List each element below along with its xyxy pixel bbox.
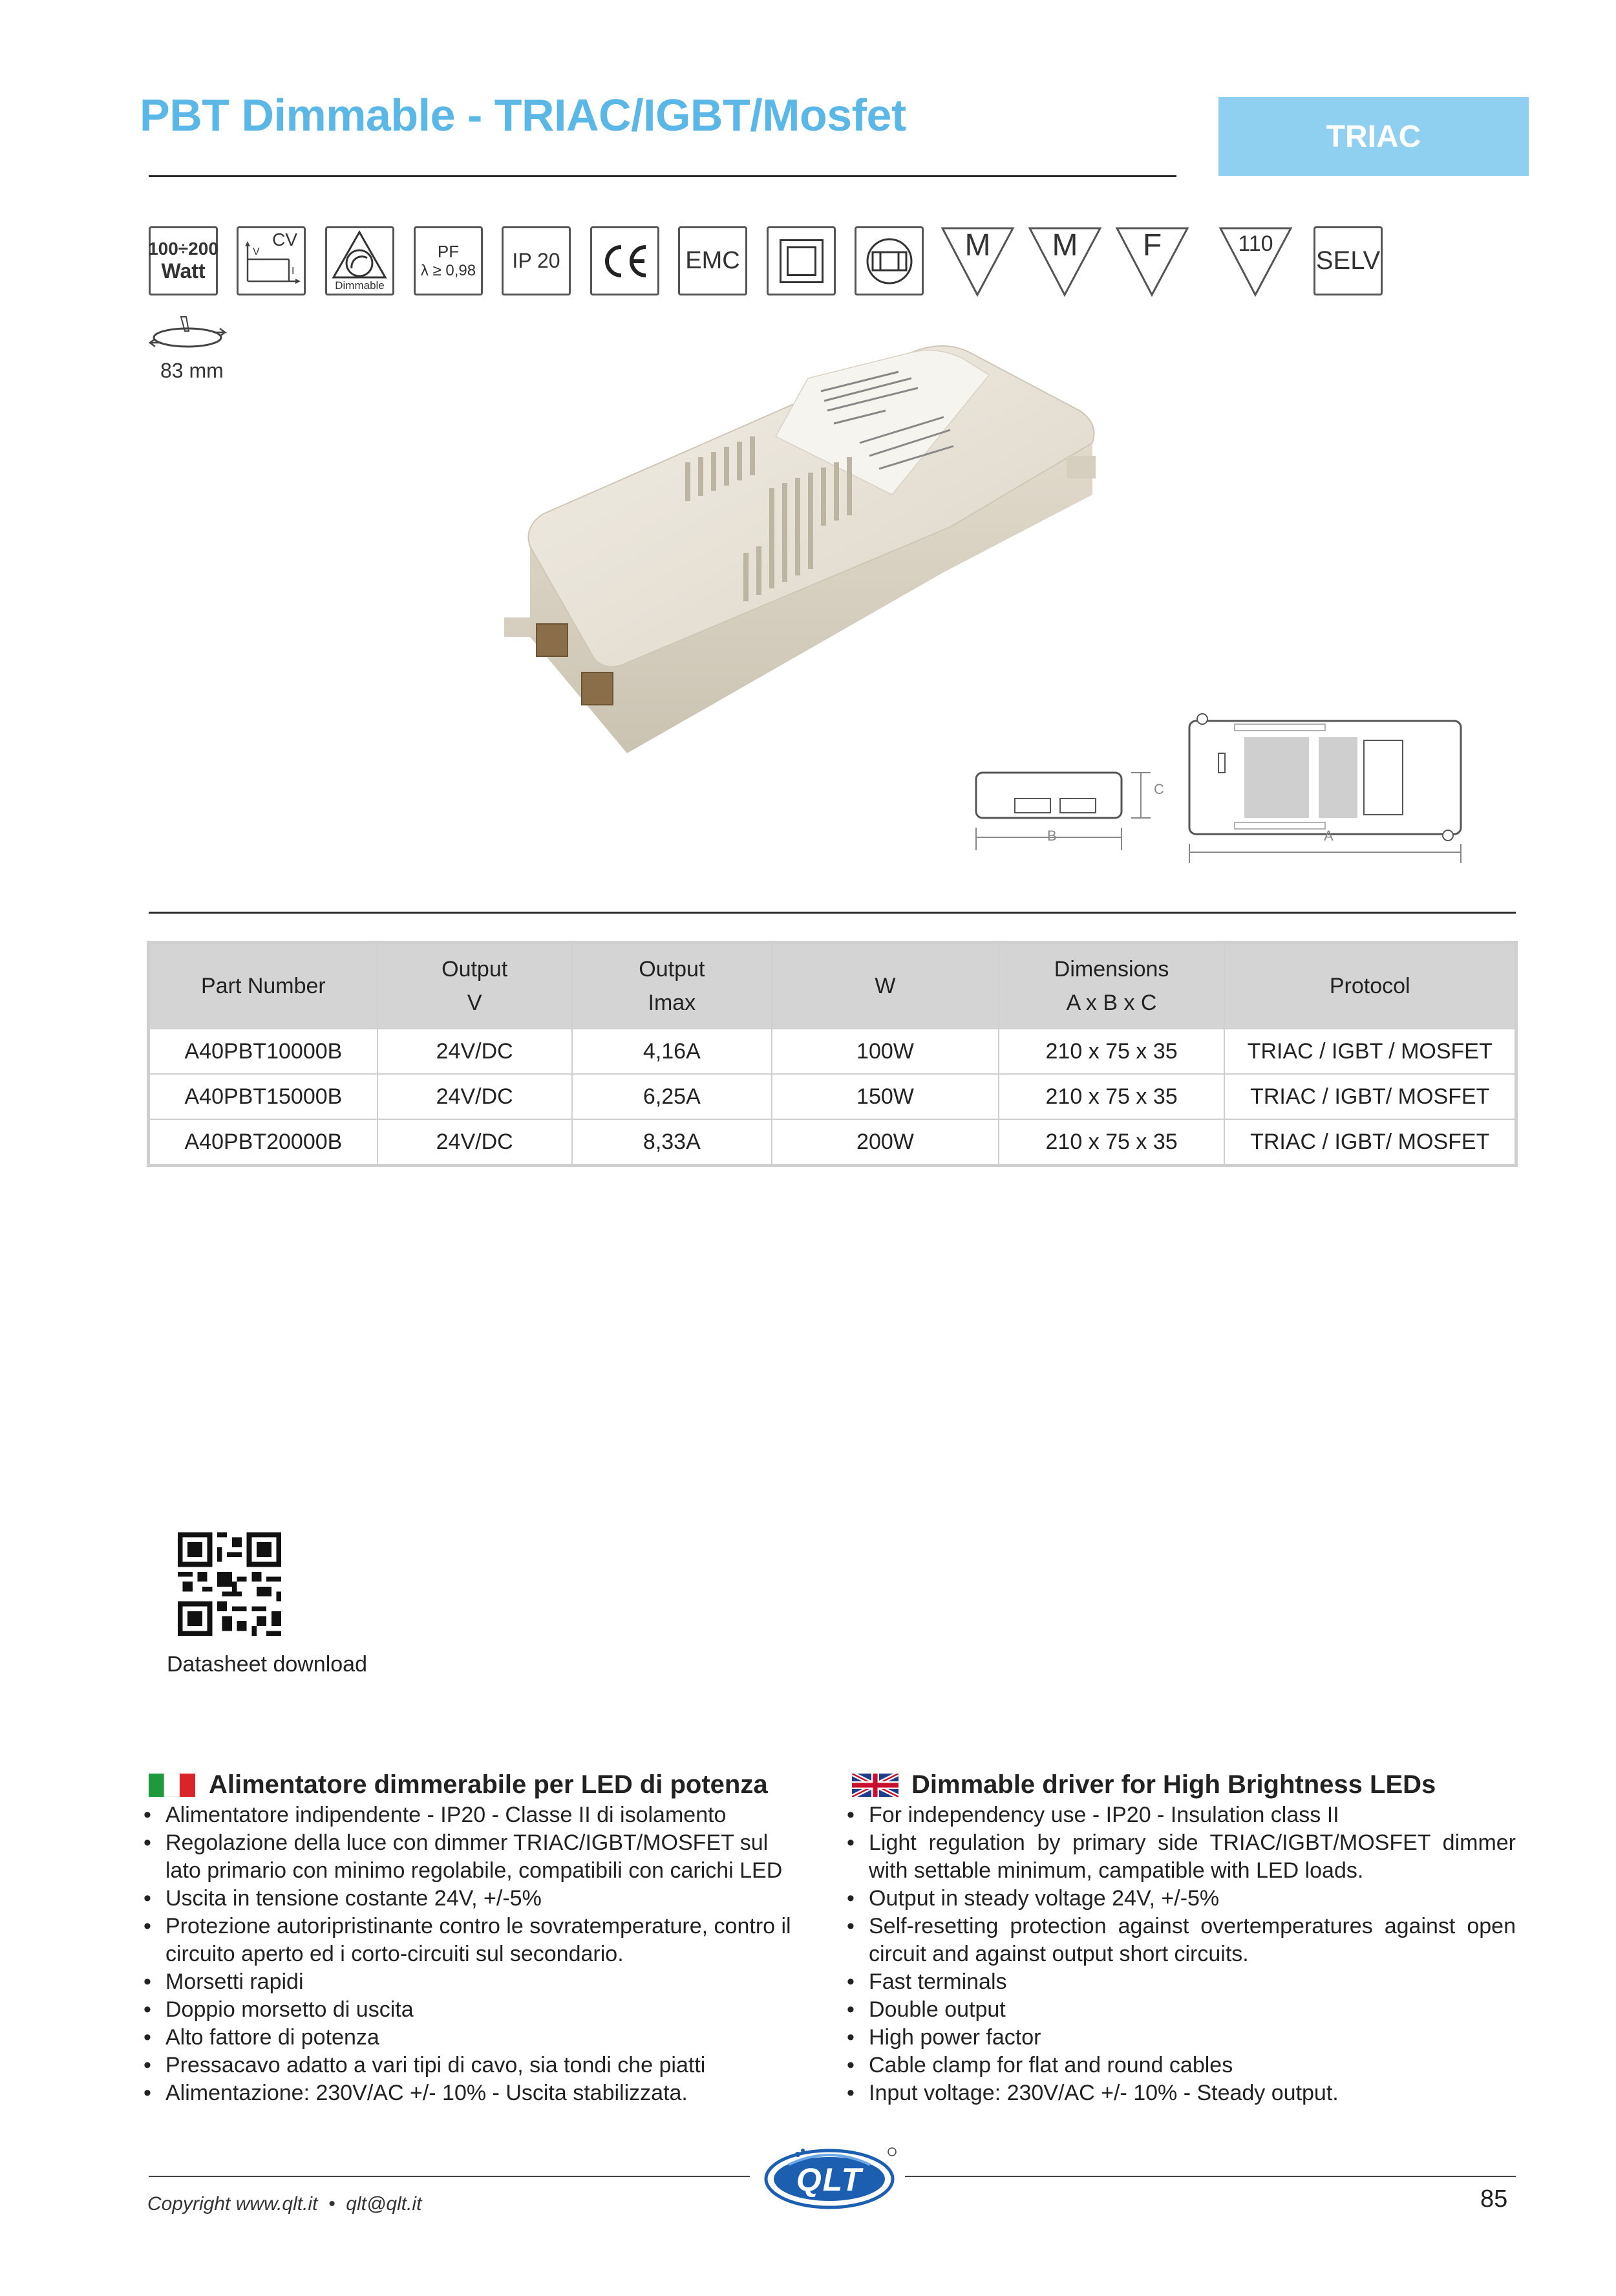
- page-title: PBT Dimmable - TRIAC/IGBT/Mosfet: [140, 90, 906, 140]
- cv-i-label: I: [292, 266, 295, 277]
- list-item: • Regolazione della luce con dimmer TRIAC/IGBT/MOSFET sul lato primario con minimo regolabile, compatibili con carichi LED: [144, 1829, 809, 1885]
- dimension-b-label: B: [1047, 828, 1057, 844]
- list-item: • For independency use - IP20 - Insulation class II: [847, 1801, 1516, 1829]
- part-number-cell: A40PBT15000B: [149, 1074, 377, 1119]
- dimensions-cell: 210 x 75 x 35: [999, 1119, 1225, 1164]
- voltage-cell: 24V/DC: [377, 1074, 572, 1119]
- ip-rating-icon: IP 20: [502, 226, 571, 295]
- f-mark-label: F: [1142, 228, 1162, 263]
- dimension-a-label: A: [1324, 828, 1334, 844]
- cv-v-label: V: [253, 246, 260, 257]
- table-row: [149, 1029, 1515, 1074]
- header-watt: W: [772, 943, 999, 1029]
- voltage-cell: 24V/DC: [377, 1029, 572, 1074]
- italian-flag-icon: [149, 1774, 195, 1797]
- emc-icon: EMC: [678, 226, 747, 295]
- wattage-icon: [149, 226, 218, 295]
- part-number-cell: A40PBT20000B: [149, 1119, 377, 1164]
- dimensions-cell: 210 x 75 x 35: [999, 1074, 1225, 1119]
- header-rule: [149, 175, 1176, 177]
- protocol-cell: TRIAC / IGBT/ MOSFET: [1224, 1119, 1515, 1164]
- table-row: [149, 1074, 1515, 1119]
- pf-value: λ ≥ 0,98: [420, 262, 476, 279]
- temperature-label: 110: [1238, 231, 1273, 256]
- voltage-cell: 24V/DC: [377, 1119, 572, 1164]
- dimensions-cell: 210 x 75 x 35: [999, 1029, 1225, 1074]
- list-item: • Output in steady voltage 24V, +/-5%: [847, 1885, 1516, 1913]
- double-square-icon: [767, 226, 836, 295]
- constant-voltage-icon: [237, 226, 306, 295]
- ce-mark-icon: [590, 226, 659, 295]
- current-cell: 6,25A: [572, 1074, 772, 1119]
- copyright-text: Copyright www.qlt.it • qlt@qlt.it: [147, 2193, 422, 2215]
- list-item: • Uscita in tensione costante 24V, +/-5%: [144, 1885, 809, 1913]
- watt-cell: 100W: [772, 1029, 999, 1074]
- m-mark-label-2: M: [1052, 228, 1078, 263]
- list-item: • Alimentatore indipendente - IP20 - Classe II di isolamento: [144, 1801, 809, 1829]
- list-item: • High power factor: [847, 2024, 1516, 2052]
- product-image: [498, 339, 1112, 766]
- footer-rule-right: [905, 2176, 1516, 2177]
- qlt-logo-text: QLT: [796, 2162, 863, 2198]
- table-header-row: [149, 943, 1515, 1029]
- italian-section-title: Alimentatore dimmerabile per LED di potenza: [209, 1770, 768, 1799]
- protocol-cell: TRIAC / IGBT/ MOSFET: [1224, 1074, 1515, 1119]
- recessed-cutout-icon: [149, 310, 233, 356]
- italian-feature-list: [144, 1801, 809, 2107]
- table-row: [149, 1119, 1515, 1164]
- section-rule: [149, 912, 1516, 914]
- side-view-diagram: [970, 763, 1176, 860]
- dimension-c-label: C: [1154, 781, 1164, 797]
- list-item: • Light regulation by primary side TRIAC/IGBT/MOSFET dimmer with settable minimum, campatible with LED loads.: [847, 1829, 1516, 1885]
- protocol-badge: TRIAC: [1218, 97, 1529, 176]
- pf-label: PF: [437, 242, 460, 261]
- english-section-title: Dimmable driver for High Brightness LEDs: [911, 1770, 1436, 1799]
- list-item: • Fast terminals: [847, 1968, 1516, 1996]
- qlt-logo[interactable]: [763, 2145, 898, 2210]
- header-part-number: Part Number: [149, 943, 377, 1029]
- m-mark-label-1: M: [964, 228, 991, 263]
- protocol-cell: TRIAC / IGBT / MOSFET: [1224, 1029, 1515, 1074]
- furniture-mount-icon: [855, 226, 924, 295]
- header-output-v: Output V: [377, 943, 572, 1029]
- list-item: • Input voltage: 230V/AC +/- 10% - Steady output.: [847, 2079, 1516, 2107]
- list-item: • Alimentazione: 230V/AC +/- 10% - Uscita stabilizzata.: [144, 2079, 809, 2107]
- list-item: • Alto fattore di potenza: [144, 2024, 809, 2052]
- dimmable-icon: [325, 226, 394, 295]
- list-item: • Double output: [847, 1996, 1516, 2024]
- watt-cell: 150W: [772, 1074, 999, 1119]
- uk-flag-icon: [852, 1774, 898, 1797]
- page-number: 85: [1480, 2185, 1508, 2213]
- list-item: • Doppio morsetto di uscita: [144, 1996, 809, 2024]
- power-factor-icon: [414, 226, 483, 295]
- part-number-cell: A40PBT10000B: [149, 1029, 377, 1074]
- cutout-size: 83 mm: [160, 359, 224, 382]
- list-item: • Protezione autoripristinante contro le sovratemperature, contro il circuito aperto ed i corto-circuiti sul secondario.: [144, 1913, 809, 1968]
- footer-rule-left: [149, 2176, 750, 2177]
- selv-icon: SELV: [1313, 226, 1383, 295]
- wattage-unit: Watt: [161, 259, 206, 283]
- datasheet-download-label[interactable]: Datasheet download: [167, 1652, 368, 1677]
- list-item: • Morsetti rapidi: [144, 1968, 809, 1996]
- header-output-imax: Output Imax: [572, 943, 772, 1029]
- dimmable-label: Dimmable: [335, 279, 385, 292]
- list-item: • Cable clamp for flat and round cables: [847, 2052, 1516, 2079]
- cv-label: CV: [272, 230, 297, 250]
- current-cell: 4,16A: [572, 1029, 772, 1074]
- watt-cell: 200W: [772, 1119, 999, 1164]
- list-item: • Self-resetting protection against overtemperatures against open circuit and against output short circuits.: [847, 1913, 1516, 1968]
- list-item: • Pressacavo adatto a vari tipi di cavo, sia tondi che piatti: [144, 2052, 809, 2079]
- english-feature-list: [847, 1801, 1516, 2107]
- wattage-range: 100÷200: [148, 239, 218, 259]
- header-protocol: Protocol: [1224, 943, 1515, 1029]
- qr-code-icon[interactable]: [178, 1532, 281, 1636]
- header-dimensions: Dimensions A x B x C: [999, 943, 1225, 1029]
- product-table: [149, 943, 1516, 1165]
- current-cell: 8,33A: [572, 1119, 772, 1164]
